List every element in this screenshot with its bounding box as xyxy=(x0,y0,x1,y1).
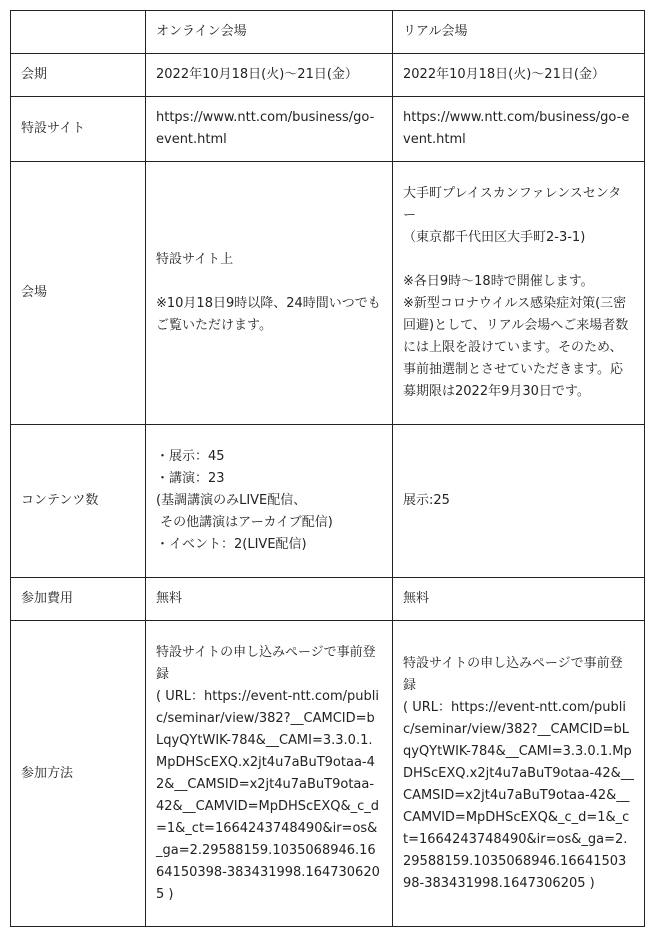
row-venue xyxy=(11,162,645,425)
real-venue-cell: 大手町プレイスカンファレンスセンター （東京都千代田区大手町2-3-1) ※各日9時〜18時で開催します。 ※新型コロナウイルス感染症対策(三密回避)として、リアル会場へご来場者数には上限を設けています。そのため、事前抽選制とさせていただきます。応募期限は2022年9月30日です。 xyxy=(393,162,645,425)
event-info-table xyxy=(10,10,645,927)
row-label: 会期 xyxy=(11,54,146,97)
row-period xyxy=(11,54,645,97)
row-label: 特設サイト xyxy=(11,97,146,162)
row-label: 会場 xyxy=(11,162,146,425)
online-venue-cell: 特設サイト上 ※10月18日9時以降、24時間いつでもご覧いただけます。 xyxy=(146,162,393,425)
real-method-cell: 特設サイトの申し込みページで事前登録 ( URL：https://event-ntt.com/public/seminar/view/382?__CAMCID=bLqyQYtWIK-784&__CAMI=3.3.0.1.MpDHScEXQ.x2jt4u7aBuT9otaa-42&__CAMSID=x2jt4u7aBuT9otaa-42&__CAMVID=MpDHScEXQ&_c_d=1&_ct=1664243748490&ir=os&_ga=2.29588159.1035068946.1664150398-383431998.1647306205 ) xyxy=(393,621,645,927)
row-label: 参加方法 xyxy=(11,621,146,927)
header-online-cell: オンライン会場 xyxy=(146,11,393,54)
row-method xyxy=(11,621,645,927)
real-period-cell: 2022年10月18日(火)〜21日(金） xyxy=(393,54,645,97)
row-label: コンテンツ数 xyxy=(11,425,146,578)
row-fee xyxy=(11,578,645,621)
online-period-cell: 2022年10月18日(火)〜21日(金） xyxy=(146,54,393,97)
real-site-url: https://www.ntt.com/business/go-event.html xyxy=(393,97,645,162)
online-contents-cell: ・展示：45 ・講演：23 (基調講演のみLIVE配信、 その他講演はアーカイブ配信) ・イベント：2(LIVE配信) xyxy=(146,425,393,578)
header-real-cell: リアル会場 xyxy=(393,11,645,54)
online-fee-cell: 無料 xyxy=(146,578,393,621)
row-site xyxy=(11,97,645,162)
row-label: 参加費用 xyxy=(11,578,146,621)
real-fee-cell: 無料 xyxy=(393,578,645,621)
row-contents xyxy=(11,425,645,578)
online-method-cell: 特設サイトの申し込みページで事前登録 ( URL：https://event-ntt.com/public/seminar/view/382?__CAMCID=bLqyQYtWIK-784&__CAMI=3.3.0.1.MpDHScEXQ.x2jt4u7aBuT9otaa-42&__CAMSID=x2jt4u7aBuT9otaa-42&__CAMVID=MpDHScEXQ&_c_d=1&_ct=1664243748490&ir=os&_ga=2.29588159.1035068946.1664150398-383431998.1647306205 ) xyxy=(146,621,393,927)
header-label-cell xyxy=(11,11,146,54)
online-site-url: https://www.ntt.com/business/go-event.html xyxy=(146,97,393,162)
real-contents-cell: 展示:25 xyxy=(393,425,645,578)
header-row xyxy=(11,11,645,54)
